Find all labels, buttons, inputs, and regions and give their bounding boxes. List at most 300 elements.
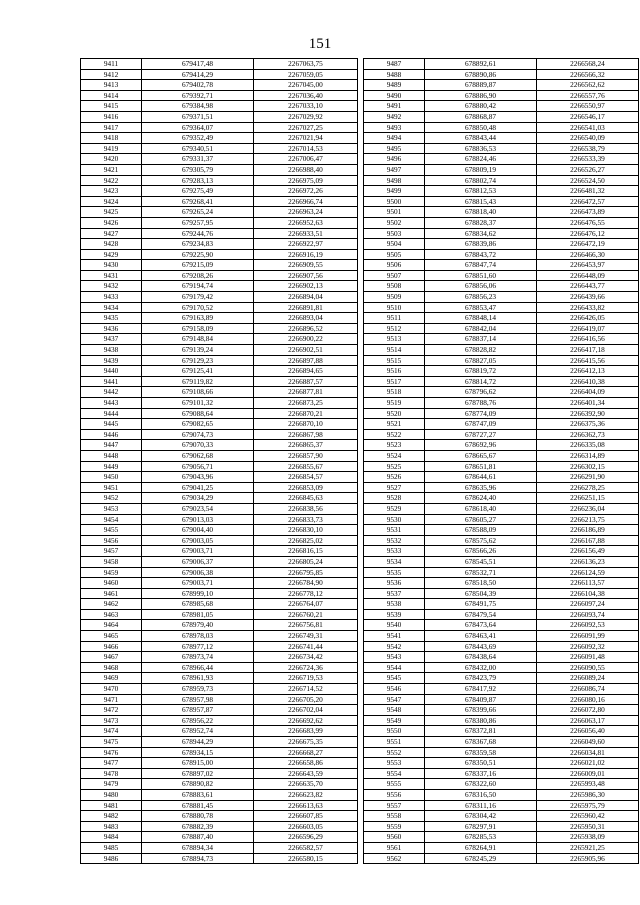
point-number-cell: 9551 [364,737,425,748]
table-row [81,715,358,726]
x-coordinate-cell: 678545,51 [425,556,537,567]
y-coordinate-cell: 2266568,24 [537,59,639,70]
table-row [81,408,358,419]
y-coordinate-cell: 2266894,04 [254,292,358,303]
table-row [81,525,358,536]
x-coordinate-cell: 678432,00 [425,662,537,673]
point-number-cell: 9433 [81,292,142,303]
y-coordinate-cell: 2266557,76 [537,90,639,101]
point-number-cell: 9527 [364,482,425,493]
y-coordinate-cell: 2266550,97 [537,101,639,112]
y-coordinate-cell: 2266902,51 [254,345,358,356]
y-coordinate-cell: 2266092,53 [537,620,639,631]
y-coordinate-cell: 2266853,09 [254,482,358,493]
y-coordinate-cell: 2266392,90 [537,408,639,419]
point-number-cell: 9528 [364,493,425,504]
point-number-cell: 9484 [81,832,142,843]
table-row [81,228,358,239]
x-coordinate-cell: 678463,41 [425,631,537,642]
point-number-cell: 9446 [81,429,142,440]
x-coordinate-cell: 678883,61 [142,789,254,800]
y-coordinate-cell: 2266426,05 [537,313,639,324]
point-number-cell: 9486 [81,853,142,864]
y-coordinate-cell: 2266092,32 [537,641,639,652]
x-coordinate-cell: 678843,72 [425,249,537,260]
point-number-cell: 9504 [364,239,425,250]
y-coordinate-cell: 2267027,25 [254,122,358,133]
y-coordinate-cell: 2267036,40 [254,90,358,101]
y-coordinate-cell: 2265950,31 [537,821,639,832]
x-coordinate-cell: 679043,96 [142,472,254,483]
x-coordinate-cell: 679194,74 [142,281,254,292]
x-coordinate-cell: 679208,26 [142,270,254,281]
y-coordinate-cell: 2266870,10 [254,419,358,430]
y-coordinate-cell: 2266433,82 [537,302,639,313]
x-coordinate-cell: 678747,09 [425,419,537,430]
table-row [364,249,639,260]
table-row [364,482,639,493]
x-coordinate-cell: 678890,82 [142,779,254,790]
y-coordinate-cell: 2266902,13 [254,281,358,292]
table-row [364,514,639,525]
y-coordinate-cell: 2267033,10 [254,101,358,112]
point-number-cell: 9529 [364,503,425,514]
y-coordinate-cell: 2266401,34 [537,398,639,409]
y-coordinate-cell: 2266749,31 [254,631,358,642]
y-coordinate-cell: 2266900,22 [254,334,358,345]
y-coordinate-cell: 2266335,08 [537,440,639,451]
x-coordinate-cell: 678380,86 [425,715,537,726]
table-row [364,292,639,303]
x-coordinate-cell: 678944,29 [142,737,254,748]
table-row [364,419,639,430]
y-coordinate-cell: 2266603,05 [254,821,358,832]
y-coordinate-cell: 2266675,35 [254,737,358,748]
point-number-cell: 9411 [81,59,142,70]
x-coordinate-cell: 678834,62 [425,228,537,239]
x-coordinate-cell: 679414,29 [142,69,254,80]
point-number-cell: 9429 [81,249,142,260]
table-row [81,196,358,207]
x-coordinate-cell: 678409,87 [425,694,537,705]
point-number-cell: 9416 [81,111,142,122]
x-coordinate-cell: 678665,67 [425,450,537,461]
point-number-cell: 9465 [81,631,142,642]
x-coordinate-cell: 678957,98 [142,694,254,705]
y-coordinate-cell: 2266705,20 [254,694,358,705]
x-coordinate-cell: 678966,44 [142,662,254,673]
y-coordinate-cell: 2266476,55 [537,217,639,228]
point-number-cell: 9430 [81,260,142,271]
y-coordinate-cell: 2266873,25 [254,398,358,409]
x-coordinate-cell: 679158,09 [142,323,254,334]
table-row [81,323,358,334]
x-coordinate-cell: 678894,73 [142,853,254,864]
y-coordinate-cell: 2266596,29 [254,832,358,843]
table-row [364,779,639,790]
y-coordinate-cell: 2266156,49 [537,546,639,557]
point-number-cell: 9423 [81,186,142,197]
point-number-cell: 9546 [364,684,425,695]
x-coordinate-cell: 679088,64 [142,408,254,419]
point-number-cell: 9518 [364,387,425,398]
x-coordinate-cell: 678999,10 [142,588,254,599]
point-number-cell: 9481 [81,800,142,811]
x-coordinate-cell: 678532,71 [425,567,537,578]
x-coordinate-cell: 679082,65 [142,419,254,430]
x-coordinate-cell: 678788,76 [425,398,537,409]
point-number-cell: 9540 [364,620,425,631]
point-number-cell: 9450 [81,472,142,483]
table-row [81,842,358,853]
table-row [81,429,358,440]
table-row [364,525,639,536]
y-coordinate-cell: 2266439,66 [537,292,639,303]
table-row [81,302,358,313]
point-number-cell: 9547 [364,694,425,705]
table-row [81,599,358,610]
point-number-cell: 9475 [81,737,142,748]
point-number-cell: 9552 [364,747,425,758]
point-number-cell: 9436 [81,323,142,334]
x-coordinate-cell: 679006,38 [142,567,254,578]
y-coordinate-cell: 2265975,79 [537,800,639,811]
table-row [81,270,358,281]
point-number-cell: 9550 [364,726,425,737]
table-row [81,631,358,642]
table-row [81,313,358,324]
point-number-cell: 9417 [81,122,142,133]
table-row [81,450,358,461]
y-coordinate-cell: 2266988,40 [254,164,358,175]
y-coordinate-cell: 2266136,23 [537,556,639,567]
point-number-cell: 9420 [81,154,142,165]
table-row [364,366,639,377]
point-number-cell: 9428 [81,239,142,250]
y-coordinate-cell: 2266887,57 [254,376,358,387]
table-row [81,90,358,101]
x-coordinate-cell: 679179,42 [142,292,254,303]
y-coordinate-cell: 2266034,81 [537,747,639,758]
x-coordinate-cell: 679352,49 [142,133,254,144]
table-row [81,292,358,303]
y-coordinate-cell: 2266056,40 [537,726,639,737]
y-coordinate-cell: 2266415,56 [537,355,639,366]
y-coordinate-cell: 2266113,57 [537,578,639,589]
table-row [364,164,639,175]
x-coordinate-cell: 678304,42 [425,811,537,822]
y-coordinate-cell: 2266805,24 [254,556,358,567]
table-row [364,737,639,748]
table-row [81,578,358,589]
x-coordinate-cell: 678836,53 [425,143,537,154]
table-row [81,800,358,811]
table-row [81,207,358,218]
x-coordinate-cell: 678322,60 [425,779,537,790]
table-row [364,376,639,387]
point-number-cell: 9448 [81,450,142,461]
x-coordinate-cell: 678651,81 [425,461,537,472]
y-coordinate-cell: 2266760,21 [254,609,358,620]
x-coordinate-cell: 678605,27 [425,514,537,525]
table-row [364,207,639,218]
x-coordinate-cell: 679148,84 [142,334,254,345]
table-row [364,80,639,91]
table-row [81,832,358,843]
point-number-cell: 9435 [81,313,142,324]
table-row [364,694,639,705]
y-coordinate-cell: 2266375,36 [537,419,639,430]
x-coordinate-cell: 679062,68 [142,450,254,461]
x-coordinate-cell: 678978,03 [142,631,254,642]
x-coordinate-cell: 678423,79 [425,673,537,684]
point-number-cell: 9512 [364,323,425,334]
x-coordinate-cell: 678981,05 [142,609,254,620]
point-number-cell: 9523 [364,440,425,451]
x-coordinate-cell: 678815,43 [425,196,537,207]
x-coordinate-cell: 678848,14 [425,313,537,324]
y-coordinate-cell: 2266741,44 [254,641,358,652]
point-number-cell: 9425 [81,207,142,218]
point-number-cell: 9449 [81,461,142,472]
table-row [364,398,639,409]
y-coordinate-cell: 2265905,96 [537,853,639,864]
table-row [364,662,639,673]
point-number-cell: 9549 [364,715,425,726]
x-coordinate-cell: 679331,37 [142,154,254,165]
table-row [81,175,358,186]
x-coordinate-cell: 678479,54 [425,609,537,620]
table-row [81,556,358,567]
y-coordinate-cell: 2266952,63 [254,217,358,228]
point-number-cell: 9460 [81,578,142,589]
point-number-cell: 9466 [81,641,142,652]
y-coordinate-cell: 2266865,37 [254,440,358,451]
point-number-cell: 9458 [81,556,142,567]
y-coordinate-cell: 2266833,73 [254,514,358,525]
table-row [81,567,358,578]
x-coordinate-cell: 679257,95 [142,217,254,228]
y-coordinate-cell: 2266877,81 [254,387,358,398]
x-coordinate-cell: 678853,47 [425,302,537,313]
y-coordinate-cell: 2266124,59 [537,567,639,578]
table-row [81,387,358,398]
y-coordinate-cell: 2266080,16 [537,694,639,705]
point-number-cell: 9538 [364,599,425,610]
y-coordinate-cell: 2266412,13 [537,366,639,377]
y-coordinate-cell: 2266236,04 [537,503,639,514]
point-number-cell: 9542 [364,641,425,652]
point-number-cell: 9456 [81,535,142,546]
coordinates-table-right [363,58,639,864]
y-coordinate-cell: 2266643,59 [254,768,358,779]
y-coordinate-cell: 2266417,18 [537,345,639,356]
y-coordinate-cell: 2267021,94 [254,133,358,144]
y-coordinate-cell: 2266896,52 [254,323,358,334]
x-coordinate-cell: 678979,40 [142,620,254,631]
point-number-cell: 9526 [364,472,425,483]
point-number-cell: 9464 [81,620,142,631]
x-coordinate-cell: 679108,66 [142,387,254,398]
x-coordinate-cell: 678828,82 [425,345,537,356]
table-row [364,726,639,737]
x-coordinate-cell: 679340,51 [142,143,254,154]
table-row [364,345,639,356]
x-coordinate-cell: 679283,13 [142,175,254,186]
table-row [81,503,358,514]
table-row [364,196,639,207]
table-row [364,673,639,684]
x-coordinate-cell: 678985,68 [142,599,254,610]
table-row [364,567,639,578]
table-row [81,821,358,832]
point-number-cell: 9419 [81,143,142,154]
table-row [81,673,358,684]
point-number-cell: 9521 [364,419,425,430]
table-row [81,662,358,673]
y-coordinate-cell: 2266473,89 [537,207,639,218]
table-row [364,578,639,589]
point-number-cell: 9445 [81,419,142,430]
x-coordinate-cell: 678952,74 [142,726,254,737]
x-coordinate-cell: 679070,33 [142,440,254,451]
point-number-cell: 9426 [81,217,142,228]
y-coordinate-cell: 2266756,81 [254,620,358,631]
table-row [364,758,639,769]
x-coordinate-cell: 678372,81 [425,726,537,737]
y-coordinate-cell: 2266091,48 [537,652,639,663]
y-coordinate-cell: 2266582,57 [254,842,358,853]
table-row [364,143,639,154]
point-number-cell: 9557 [364,800,425,811]
point-number-cell: 9503 [364,228,425,239]
point-number-cell: 9499 [364,186,425,197]
point-number-cell: 9496 [364,154,425,165]
y-coordinate-cell: 2266540,09 [537,133,639,144]
table-row [364,684,639,695]
point-number-cell: 9474 [81,726,142,737]
y-coordinate-cell: 2266972,26 [254,186,358,197]
point-number-cell: 9493 [364,122,425,133]
x-coordinate-cell: 679402,78 [142,80,254,91]
table-row [364,842,639,853]
table-row [364,705,639,716]
y-coordinate-cell: 2266658,86 [254,758,358,769]
point-number-cell: 9432 [81,281,142,292]
y-coordinate-cell: 2266764,07 [254,599,358,610]
table-row [364,111,639,122]
x-coordinate-cell: 679364,07 [142,122,254,133]
table-row [364,609,639,620]
table-row [81,345,358,356]
x-coordinate-cell: 678868,87 [425,111,537,122]
point-number-cell: 9479 [81,779,142,790]
x-coordinate-cell: 678588,09 [425,525,537,536]
point-number-cell: 9522 [364,429,425,440]
point-number-cell: 9447 [81,440,142,451]
table-row [364,832,639,843]
y-coordinate-cell: 2266090,55 [537,662,639,673]
y-coordinate-cell: 2266063,17 [537,715,639,726]
y-coordinate-cell: 2266916,19 [254,249,358,260]
point-number-cell: 9470 [81,684,142,695]
table-row [81,747,358,758]
y-coordinate-cell: 2266963,24 [254,207,358,218]
table-row [364,503,639,514]
y-coordinate-cell: 2266541,03 [537,122,639,133]
table-row [364,631,639,642]
y-coordinate-cell: 2266476,12 [537,228,639,239]
point-number-cell: 9437 [81,334,142,345]
y-coordinate-cell: 2266251,15 [537,493,639,504]
x-coordinate-cell: 679265,24 [142,207,254,218]
y-coordinate-cell: 2266472,57 [537,196,639,207]
y-coordinate-cell: 2267045,00 [254,80,358,91]
y-coordinate-cell: 2266795,85 [254,567,358,578]
point-number-cell: 9451 [81,482,142,493]
x-coordinate-cell: 679417,48 [142,59,254,70]
y-coordinate-cell: 2266607,85 [254,811,358,822]
table-row [81,217,358,228]
x-coordinate-cell: 679215,09 [142,260,254,271]
table-row [364,186,639,197]
y-coordinate-cell: 2266894,65 [254,366,358,377]
y-coordinate-cell: 2267063,75 [254,59,358,70]
x-coordinate-cell: 678618,40 [425,503,537,514]
x-coordinate-cell: 678575,62 [425,535,537,546]
x-coordinate-cell: 678812,53 [425,186,537,197]
table-row [81,239,358,250]
point-number-cell: 9505 [364,249,425,260]
point-number-cell: 9467 [81,652,142,663]
x-coordinate-cell: 678856,06 [425,281,537,292]
point-number-cell: 9520 [364,408,425,419]
y-coordinate-cell: 2265986,30 [537,789,639,800]
x-coordinate-cell: 679163,89 [142,313,254,324]
table-row [364,535,639,546]
y-coordinate-cell: 2266784,90 [254,578,358,589]
table-row [81,122,358,133]
point-number-cell: 9494 [364,133,425,144]
point-number-cell: 9533 [364,546,425,557]
table-row [364,821,639,832]
x-coordinate-cell: 678818,40 [425,207,537,218]
y-coordinate-cell: 2266683,99 [254,726,358,737]
table-row [81,133,358,144]
table-row [364,302,639,313]
point-number-cell: 9487 [364,59,425,70]
table-row [364,789,639,800]
point-number-cell: 9455 [81,525,142,536]
x-coordinate-cell: 679006,37 [142,556,254,567]
y-coordinate-cell: 2266291,90 [537,472,639,483]
table-row [364,747,639,758]
point-number-cell: 9463 [81,609,142,620]
point-number-cell: 9507 [364,270,425,281]
x-coordinate-cell: 678644,61 [425,472,537,483]
table-row [81,334,358,345]
y-coordinate-cell: 2266533,39 [537,154,639,165]
table-row [81,355,358,366]
x-coordinate-cell: 678350,51 [425,758,537,769]
table-row [81,789,358,800]
point-number-cell: 9516 [364,366,425,377]
x-coordinate-cell: 678473,64 [425,620,537,631]
x-coordinate-cell: 679384,98 [142,101,254,112]
y-coordinate-cell: 2266546,17 [537,111,639,122]
y-coordinate-cell: 2266734,42 [254,652,358,663]
point-number-cell: 9515 [364,355,425,366]
